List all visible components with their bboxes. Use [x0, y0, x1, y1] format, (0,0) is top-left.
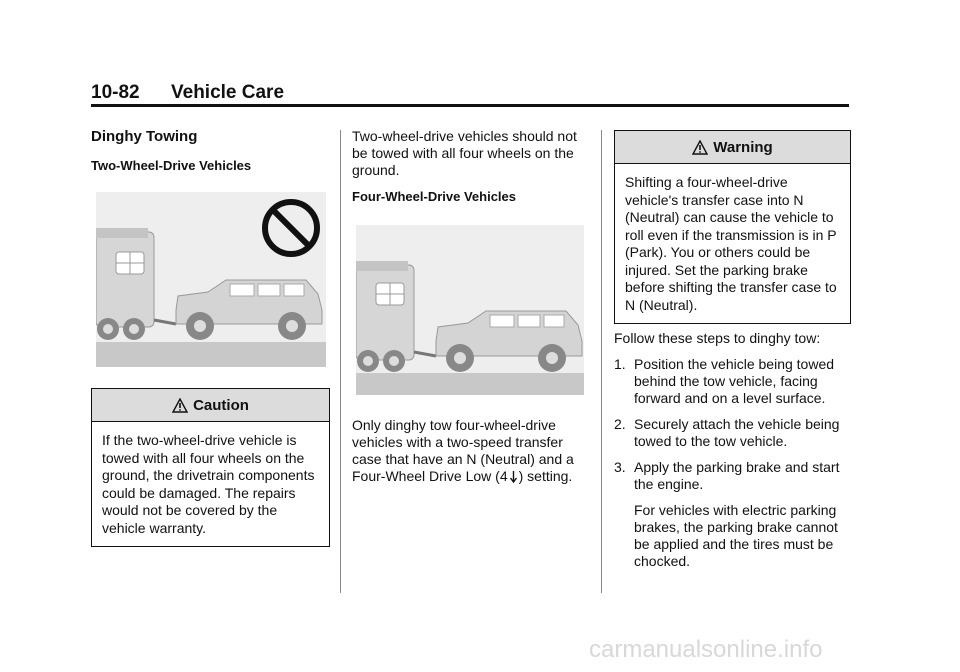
- section-title: Vehicle Care: [171, 82, 285, 103]
- warning-triangle-icon: [692, 140, 708, 155]
- warning-header: [615, 131, 850, 164]
- steps-intro: Follow these steps to dinghy tow:: [614, 330, 821, 346]
- two-wheel-drive-towing-illustration: [96, 192, 326, 367]
- caution-body: If the two-wheel-drive vehicle is towed with all four wheels on the ground, the drivetrain components could be damaged. The repairs would not be covered by the vehicle warranty.: [102, 432, 315, 536]
- page-header: [91, 82, 849, 107]
- column-2: [352, 128, 592, 205]
- steps-list: [614, 356, 854, 570]
- four-wheel-low-icon: [509, 470, 518, 483]
- two-wheel-drive-note: Two-wheel-drive vehicles should not be towed with all four wheels on the ground.: [352, 128, 577, 178]
- caution-title: Caution: [193, 396, 249, 414]
- caution-header: [92, 389, 329, 422]
- four-wheel-drive-text: [352, 417, 592, 485]
- warning-triangle-icon: [172, 398, 188, 413]
- dinghy-towing-heading: Dinghy Towing: [91, 128, 198, 145]
- four-wheel-drive-heading: Four-Wheel-Drive Vehicles: [352, 189, 516, 204]
- list-item: 2. Securely attach the vehicle being towed to the tow vehicle.: [614, 416, 840, 449]
- four-wheel-drive-towing-illustration: [356, 225, 584, 395]
- step3-note: For vehicles with electric parking brakes, the parking brake cannot be applied and the tires must be chocked.: [634, 502, 838, 569]
- column-1: [91, 128, 330, 174]
- dinghy-tow-steps: [614, 330, 854, 579]
- list-item: 1. Position the vehicle being towed behind the tow vehicle, facing forward and on a level surface.: [614, 356, 835, 406]
- four-wheel-drive-body: Only dinghy tow four-wheel-drive vehicles with a two-speed transfer case that have an N (Neutral) and a Four-Wheel Drive Low (4 ) setting.: [352, 417, 574, 484]
- warning-title: Warning: [713, 138, 773, 156]
- column-divider-1: [340, 130, 341, 593]
- column-divider-2: [601, 130, 602, 593]
- list-item: 3. Apply the parking brake and start the engine. For vehicles with electric parking brakes, the parking brake cannot be applied and the tires must be chocked.: [614, 459, 854, 570]
- warning-body: Shifting a four-wheel-drive vehicle's transfer case into N (Neutral) can cause the vehicle to roll even if the transmission is in P (Park). You or others could be injured. Set the parking brake before shifting the transfer case to N (Neutral).: [625, 174, 837, 313]
- page-number: 10-82: [91, 82, 140, 103]
- watermark: carmanualsonline.info: [589, 636, 823, 663]
- caution-box: [91, 388, 330, 547]
- two-wheel-drive-heading: Two-Wheel-Drive Vehicles: [91, 158, 252, 173]
- warning-box: [614, 130, 851, 324]
